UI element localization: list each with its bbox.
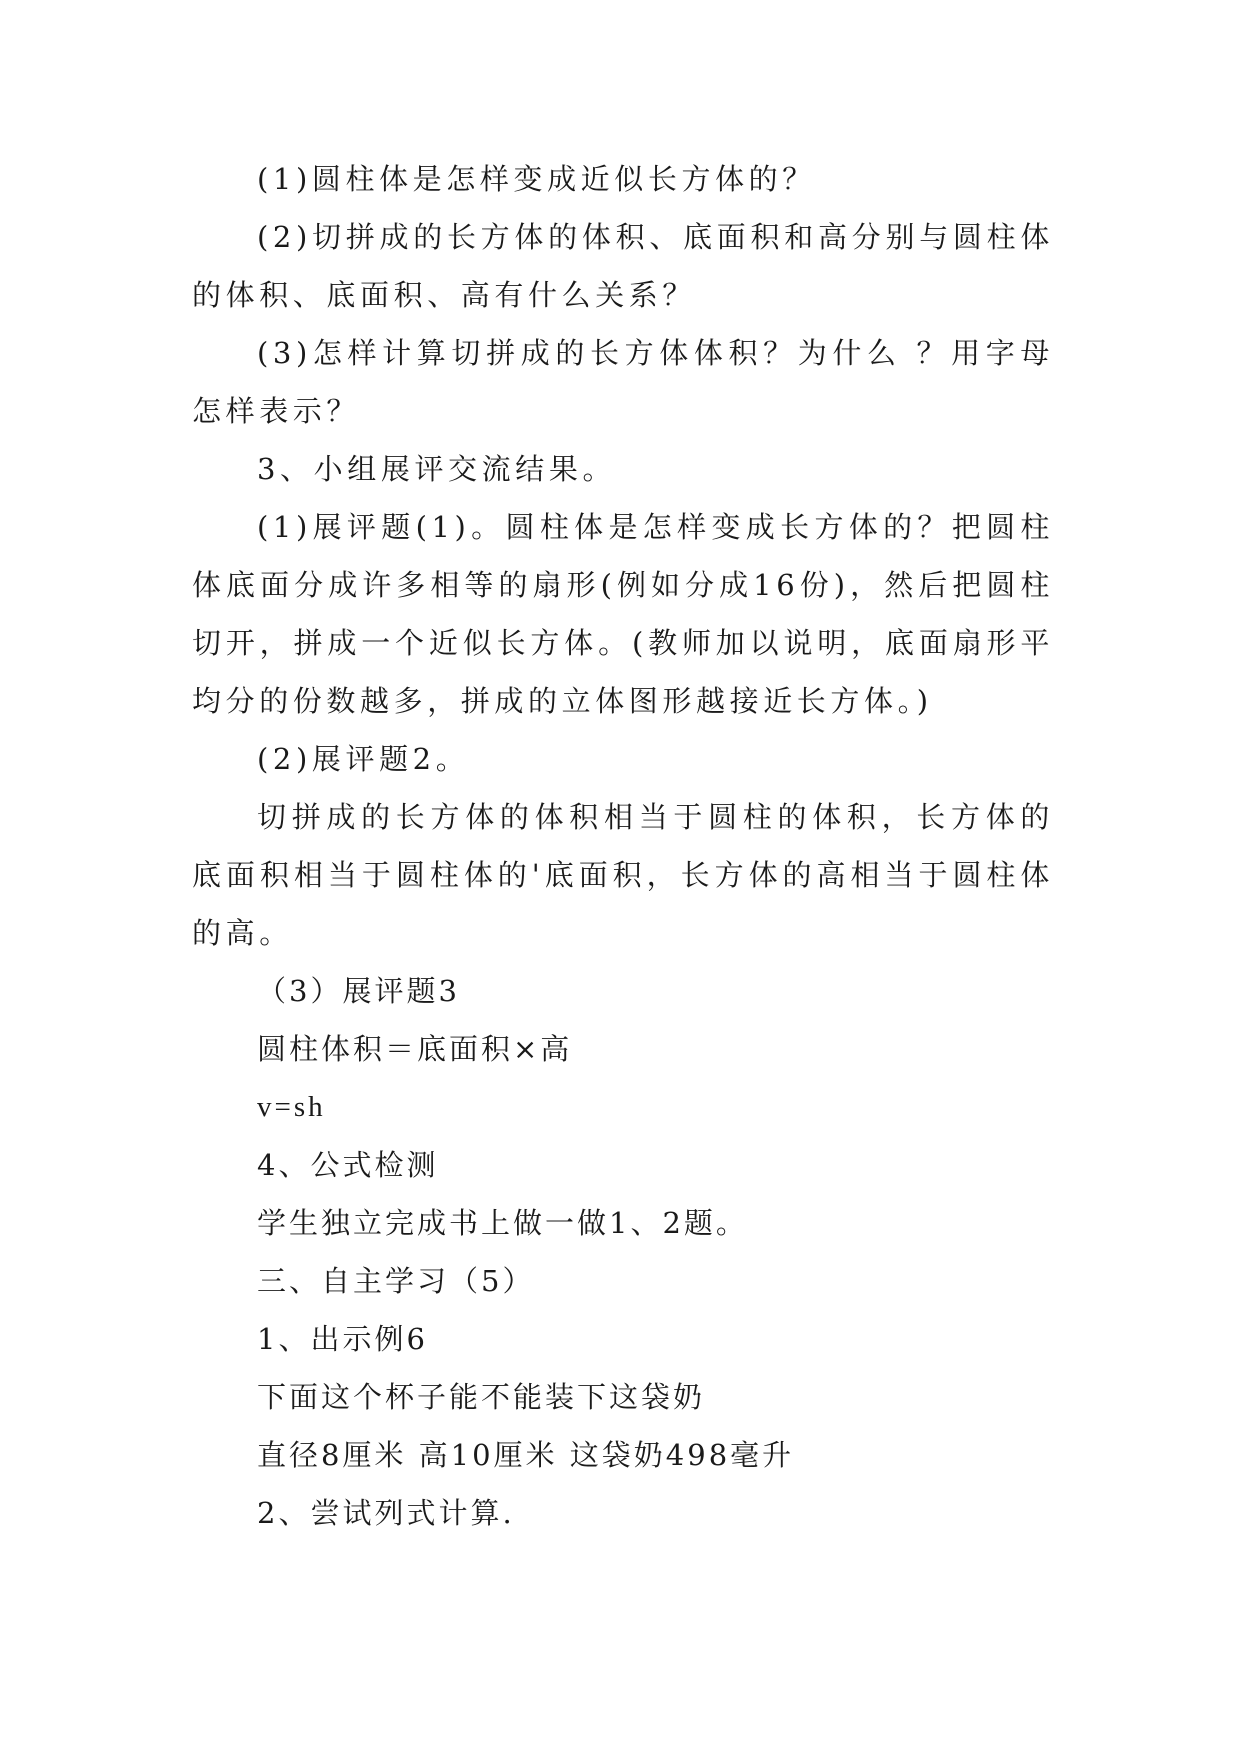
review-2-text: 切拼成的长方体的体积相当于圆柱的体积，长方体的底面积相当于圆柱体的'底面积，长方体的高相当于圆柱体的高。 [192, 800, 1054, 950]
exercise-text: 学生独立完成书上做一做1、2题。 [257, 1206, 748, 1240]
example-data: 直径8厘米 高10厘米 这袋奶498毫升 [257, 1438, 795, 1472]
example-heading: 1、出示例6 [257, 1322, 428, 1356]
document-body [192, 150, 1054, 1542]
example-question: 下面这个杯子能不能装下这袋奶 [257, 1380, 706, 1414]
question-3: (3)怎样计算切拼成的长方体体积？为什么 ？用字母怎样表示？ [192, 336, 1054, 428]
formula-text: 圆柱体积＝底面积×高 [257, 1032, 573, 1066]
question-1: (1)圆柱体是怎样变成近似长方体的？ [257, 162, 816, 196]
step-3-heading: 3、小组展评交流结果。 [257, 452, 617, 486]
review-3-heading: （3）展评题3 [257, 974, 460, 1008]
step-2-heading: 2、尝试列式计算. [257, 1496, 515, 1530]
section-3-heading: 三、自主学习（5） [257, 1264, 535, 1298]
review-2-heading: (2)展评题2。 [257, 742, 470, 776]
question-2: (2)切拼成的长方体的体积、底面积和高分别与圆柱体的体积、底面积、高有什么关系？ [192, 220, 1054, 312]
review-1: (1)展评题(1)。圆柱体是怎样变成长方体的？把圆柱体底面分成许多相等的扇形(例如分成16份)，然后把圆柱切开，拼成一个近似长方体。(教师加以说明，底面扇形平均分的份数越多，拼成的立体图形越接近长方体。) [192, 510, 1054, 718]
step-4-heading: 4、公式检测 [257, 1148, 439, 1182]
formula-symbolic: v=sh [257, 1091, 326, 1123]
